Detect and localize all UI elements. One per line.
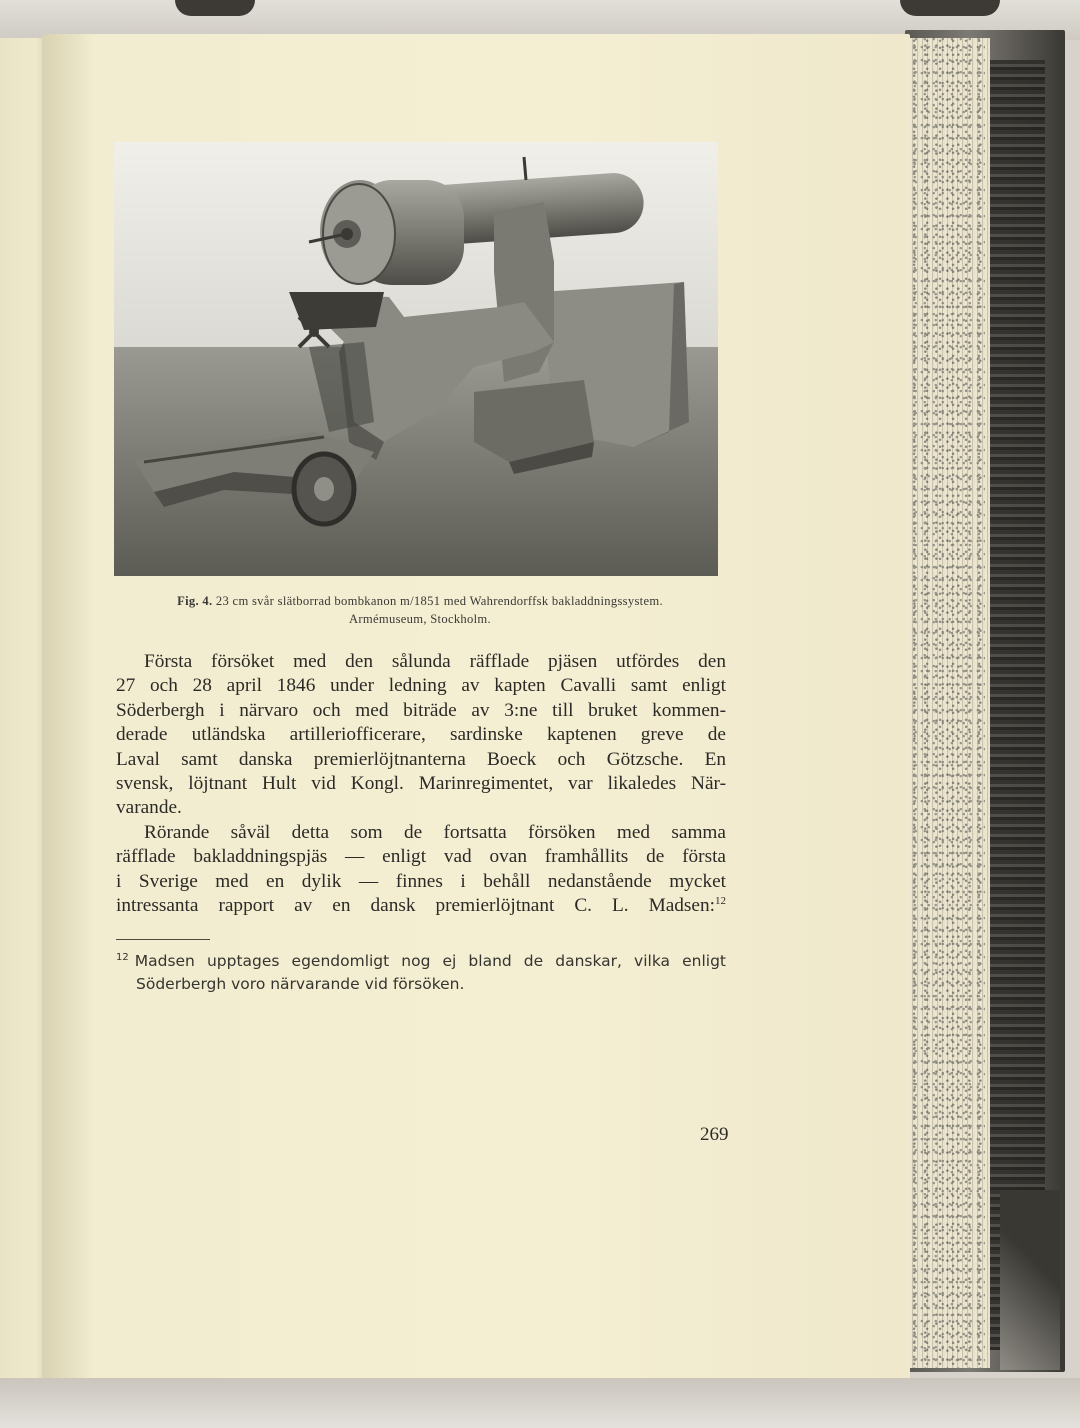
footnote-text: Madsen upptages egendomligt nog ej bland de danskar, vilka enligt (134, 952, 726, 970)
text-line: Första försöket med den sålunda räfflade pjäsen utfördes den (144, 651, 726, 672)
footnote (116, 950, 726, 996)
text-line: svensk, löjtnant Hult vid Kongl. Marinregimentet, var likaledes När- (116, 773, 726, 795)
caption-line-1: 23 cm svår slätborrad bombkanon m/1851 med Wahrendorffsk bakladdningssystem. (215, 594, 663, 608)
footnote-line-2: Söderbergh voro närvarande vid försöken. (136, 975, 465, 993)
text-line: Rörande såväl detta som de fortsatta försöken med samma (144, 821, 726, 843)
book-cover-corner (1000, 1190, 1060, 1370)
page-edge-speckle (905, 38, 985, 1368)
body-text (116, 650, 726, 918)
figure-label: Fig. 4. (177, 594, 213, 608)
text-line-with-footnote (116, 894, 726, 918)
text-line: derade utländska artilleriofficerare, sardinske kaptenen greve de (116, 724, 726, 746)
text-line: varande. (116, 797, 182, 819)
text-line: i Sverige med en dylik — finnes i behåll nedanstående mycket (116, 870, 726, 892)
text-line: intressanta rapport av en dansk premierlöjtnant C. L. Madsen: (116, 895, 715, 917)
figure-caption (100, 592, 740, 628)
book-spine-pattern (990, 60, 1045, 1350)
text-line: Söderbergh i närvaro och med biträde av 3:ne till bruket kommen- (116, 699, 726, 721)
footnote-rule (116, 939, 210, 940)
footnote-marker: 12 (116, 952, 129, 963)
cannon-illustration (114, 142, 718, 576)
background-object (900, 0, 1000, 16)
caption-line-2: Armémuseum, Stockholm. (349, 612, 491, 626)
text-line: Laval samt danska premierlöjtnanterna Boeck och Götzsche. En (116, 748, 726, 770)
cannon-photograph (114, 142, 718, 576)
text-line: 27 och 28 april 1846 under ledning av kapten Cavalli samt enligt (116, 675, 726, 697)
background-object (175, 0, 255, 16)
paragraph-1 (116, 650, 726, 821)
paragraph-2 (116, 821, 726, 919)
text-line: räfflade bakladdningspjäs — enligt vad ovan framhållits de första (116, 846, 726, 868)
footnote-reference: 12 (715, 895, 726, 908)
footnote-line-1 (116, 950, 726, 973)
page-number: 269 (700, 1124, 729, 1145)
table-surface (0, 1378, 1080, 1428)
